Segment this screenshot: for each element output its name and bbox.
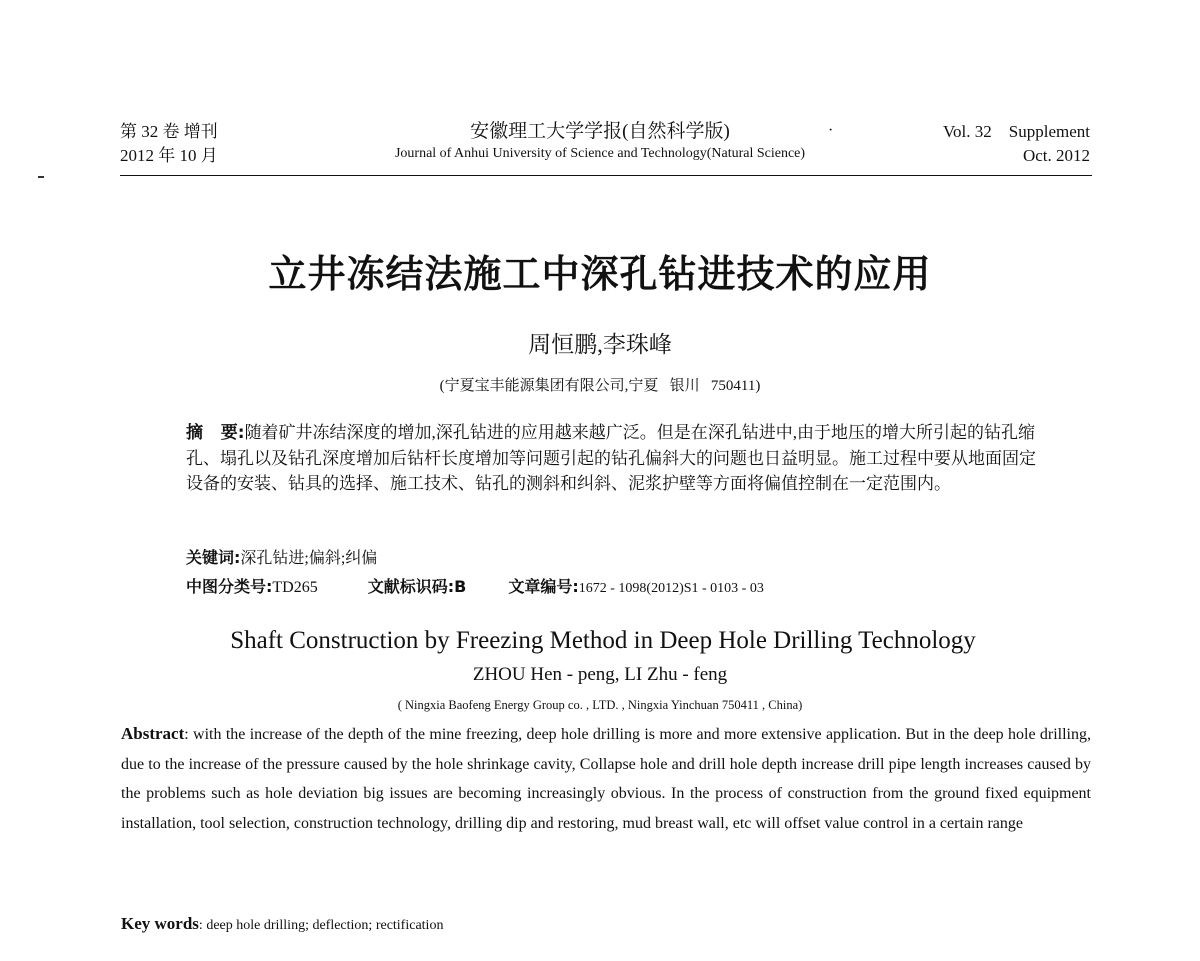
keywords-cn-label: 关键词: bbox=[186, 548, 241, 567]
authors-cn: 周恒鹏,李珠峰 bbox=[528, 332, 672, 357]
affiliation-cn: (宁夏宝丰能源集团有限公司,宁夏 银川 750411) bbox=[439, 378, 761, 394]
keywords-en-text: deep hole drilling; deflection; rectification bbox=[202, 918, 444, 933]
journal-name bbox=[330, 120, 870, 164]
abstract-cn-label: 摘 要: bbox=[186, 423, 245, 443]
journal-name-cn: 安徽理工大学学报(自然科学版) bbox=[470, 121, 730, 142]
abstract-en-label: Abstract bbox=[121, 724, 185, 743]
article-no-label: 文章编号: bbox=[508, 577, 579, 596]
keywords-en bbox=[121, 912, 443, 938]
article-no-value: 1672 - 1098(2012)S1 - 0103 - 03 bbox=[578, 581, 764, 596]
clc-value: TD265 bbox=[272, 579, 318, 596]
journal-name-en: Journal of Anhui University of Science and Technology(Natural Science) bbox=[394, 146, 806, 161]
abstract-cn-text: 随着矿井冻结深度的增加,深孔钻进的应用越来越广泛。但是在深孔钻进中,由于地压的增大所引起的钻孔缩孔、塌孔以及钻孔深度增加后钻杆长度增加等问题引起的钻孔偏斜大的问题也日益明显。施工过程中要从地面固定设备的安装、钻具的选择、施工技术、钻孔的测斜和纠斜、泥浆护壁等方面将偏值控制在一定范围内。 bbox=[186, 423, 1036, 493]
paper-title-en: Shaft Construction by Freezing Method in Deep Hole Drilling Technology bbox=[230, 627, 976, 654]
volume-supplement: Vol. 32 Supplement bbox=[942, 122, 1090, 141]
paper-title-cn: 立井冻结法施工中深孔钻进技术的应用 bbox=[268, 254, 932, 296]
keywords-en-sep: : bbox=[198, 918, 203, 933]
keywords-en-label: Key words bbox=[121, 914, 199, 933]
abstract-en-sep: : bbox=[184, 726, 189, 743]
authors-en: ZHOU Hen - peng, LI Zhu - feng bbox=[472, 664, 728, 685]
classification-line bbox=[186, 575, 764, 601]
keywords-cn bbox=[186, 546, 377, 571]
abstract-cn bbox=[186, 420, 1036, 496]
issue-date-en: Oct. 2012 bbox=[1022, 146, 1090, 165]
clc-label: 中图分类号: bbox=[186, 577, 273, 596]
keywords-cn-text: 深孔钻进;偏斜;纠偏 bbox=[240, 550, 378, 567]
abstract-en bbox=[121, 719, 1091, 838]
doc-code-label: 文献标识码: bbox=[367, 577, 455, 596]
abstract-en-text: with the increase of the depth of the mine freezing, deep hole drilling is more and more extensive application. But in the deep hole drilling, due to the increase of the pressure caused by the hole shrinkage cavity, Collapse hole and drill hole depth increase drill pipe length increases caused by the problems such as hole deviation big issues are becoming increasingly obvious. In the process of construction from the ground fixed equipment installation, tool selection, construction technology, drilling dip and restoring, mud breast wall, etc will offset value control in a certain range bbox=[121, 726, 1091, 832]
scan-mark bbox=[38, 176, 44, 178]
doc-code-value: B bbox=[454, 577, 467, 596]
date-line: 2012 年 10 月 bbox=[120, 146, 218, 165]
volume-info-en bbox=[880, 120, 1090, 168]
header-dot: · bbox=[828, 122, 834, 139]
volume-line: 第 32 卷 增刊 bbox=[120, 122, 218, 141]
header-rule bbox=[120, 175, 1092, 176]
affiliation-en: ( Ningxia Baofeng Energy Group co. , LTD. , Ningxia Yinchuan 750411 , China) bbox=[397, 698, 803, 712]
volume-issue bbox=[120, 120, 218, 168]
